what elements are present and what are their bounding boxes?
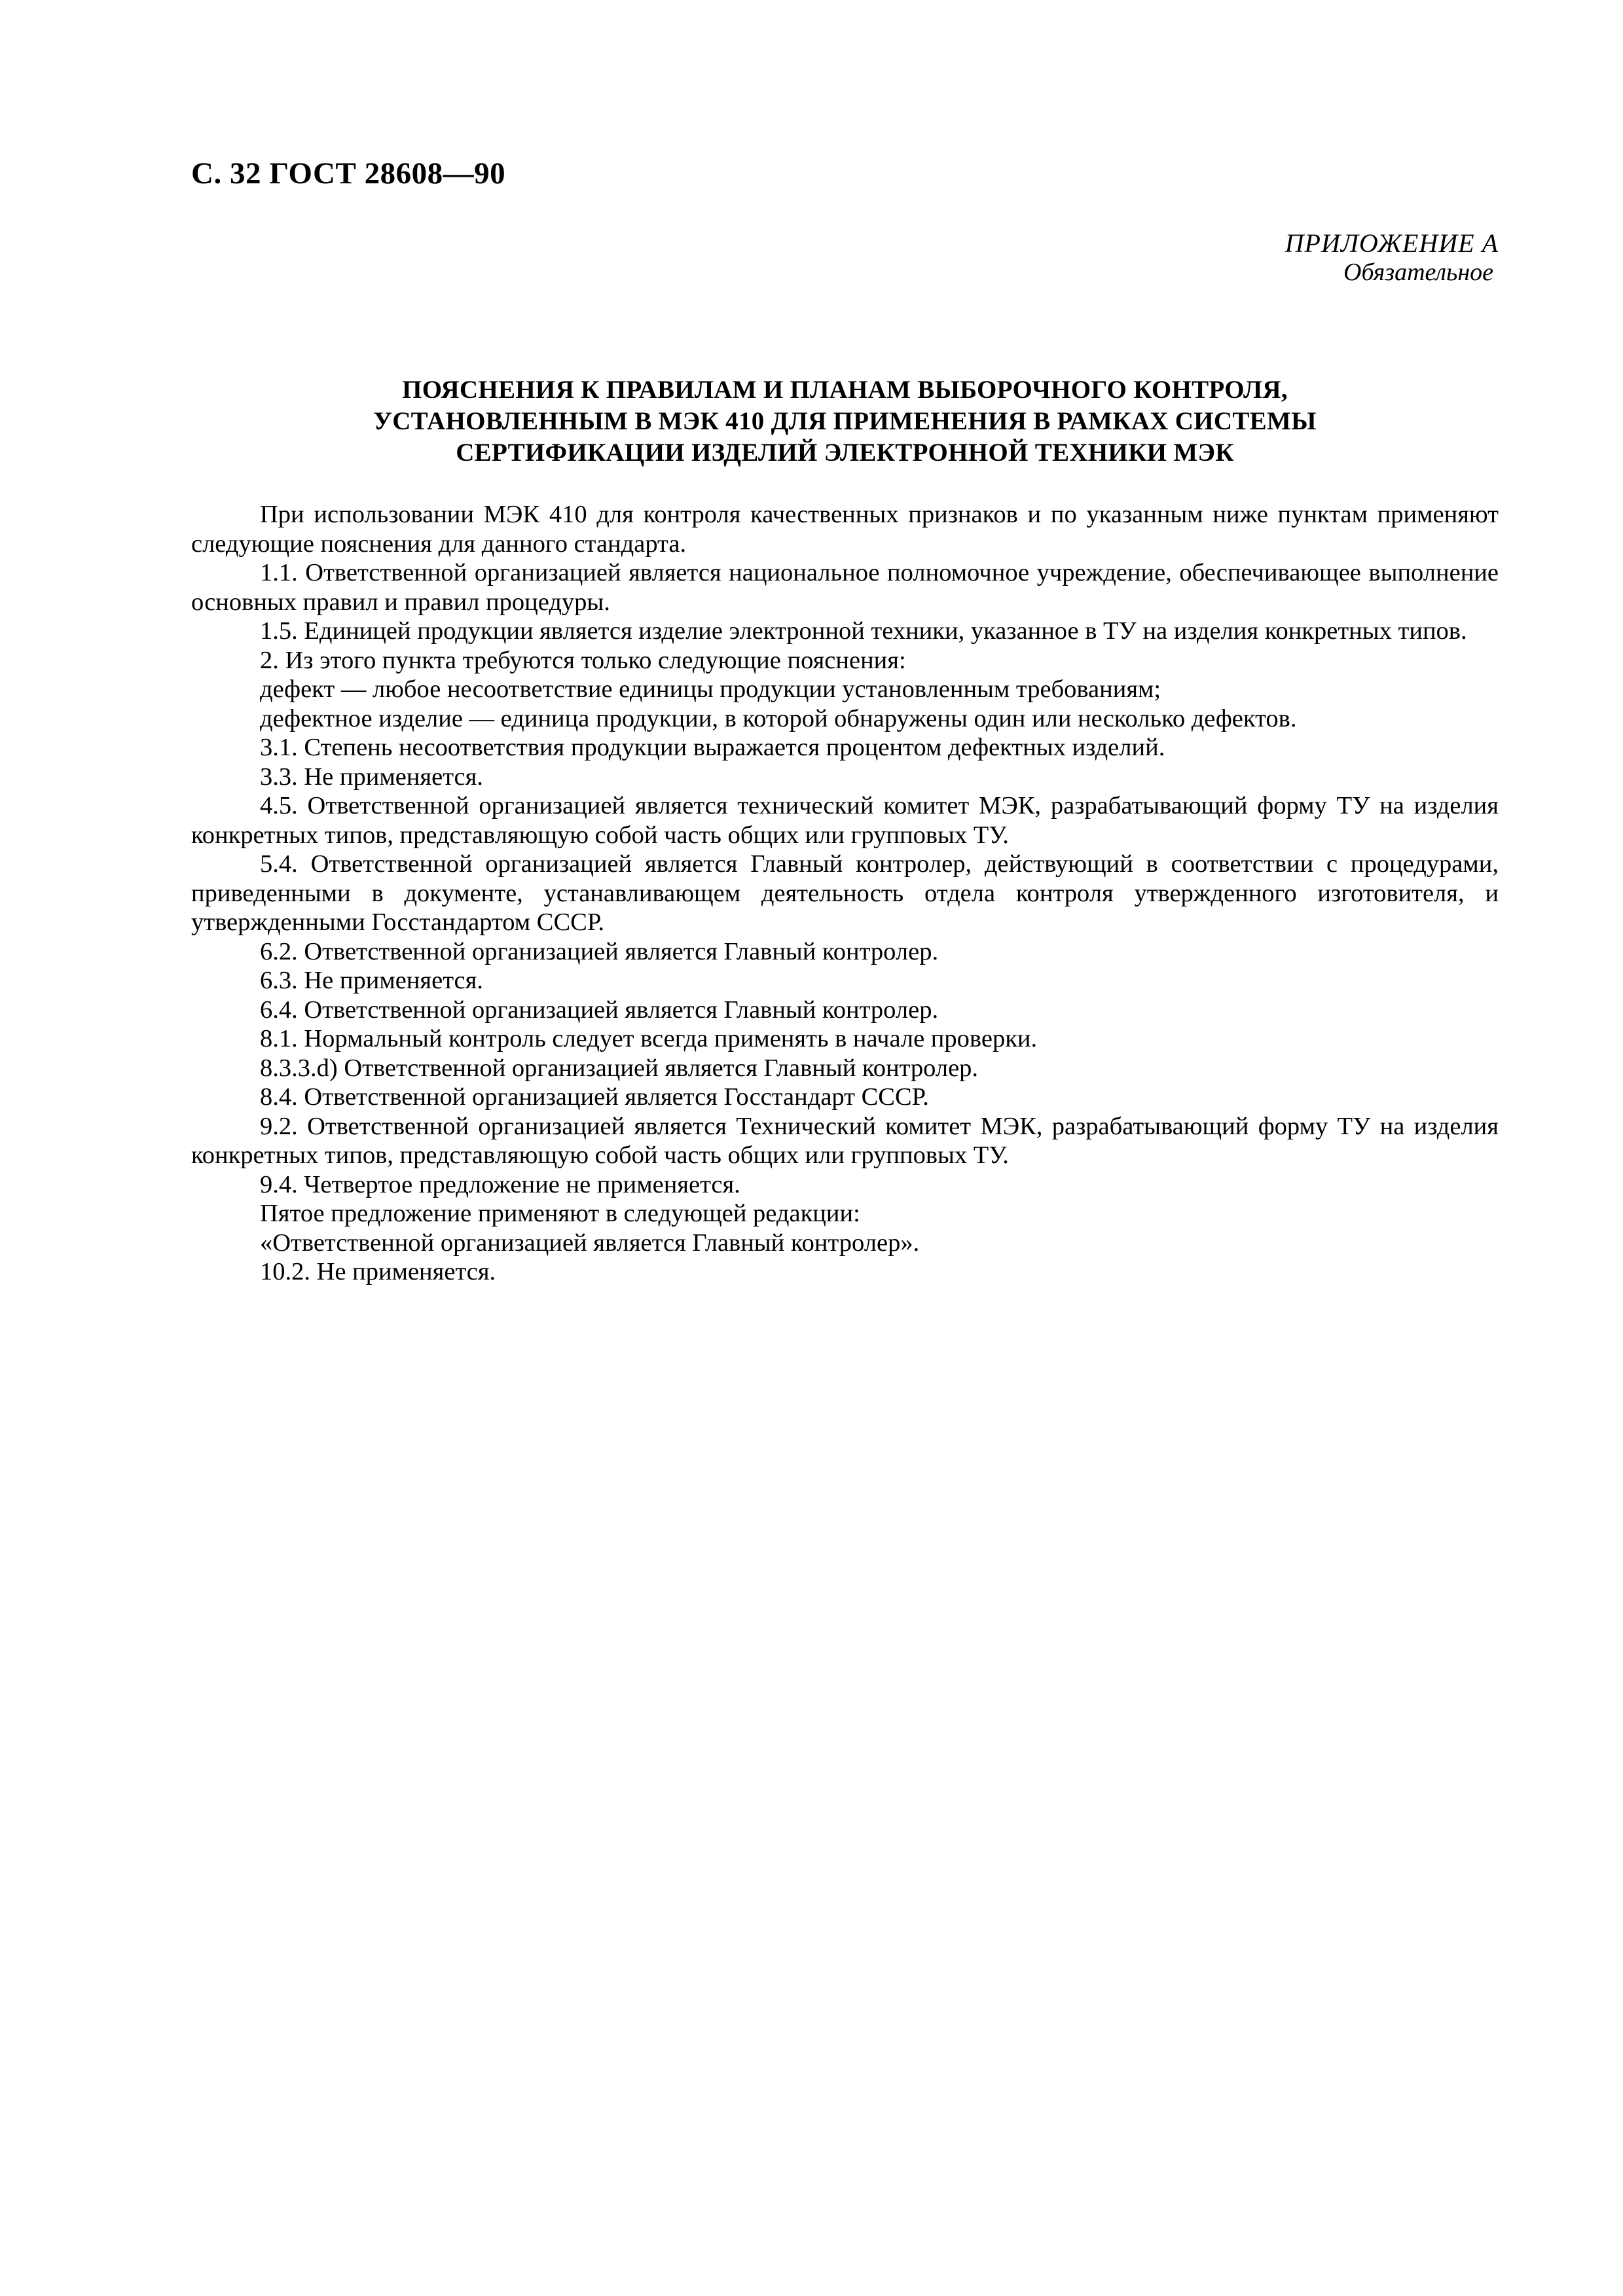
paragraph: При использовании МЭК 410 для контроля качественных признаков и по указанным ниже пунктам применяют следующие пояснения для данного стандарта. [191, 501, 1499, 558]
paragraph: 10.2. Не применяется. [260, 1258, 496, 1285]
paragraph: 3.1. Степень несоответствия продукции выражается процентом дефектных изделий. [260, 734, 1165, 761]
paragraph: 1.1. Ответственной организацией является национальное полномочное учреждение, обеспечивающее выполнение основных правил и правил процедуры. [191, 559, 1499, 616]
appendix-marker [1106, 229, 1499, 287]
paragraph: 9.2. Ответственной организацией является Технический комитет МЭК, разрабатывающий форму ТУ на изделия конкретных типов, представляющую собой часть общих или групповых ТУ. [191, 1112, 1499, 1169]
title-line: СЕРТИФИКАЦИИ ИЗДЕЛИЙ ЭЛЕКТРОННОЙ ТЕХНИКИ МЭК [456, 439, 1234, 467]
paragraph: дефектное изделие — единица продукции, в которой обнаружены один или несколько дефектов. [260, 704, 1297, 732]
paragraph: 6.3. Не применяется. [260, 967, 483, 994]
paragraph: 6.2. Ответственной организацией является Главный контролер. [260, 937, 939, 965]
paragraph: 3.3. Не применяется. [260, 762, 483, 791]
appendix-status: Обязательное [1343, 259, 1494, 286]
body-text [191, 500, 1499, 1287]
appendix-label: ПРИЛОЖЕНИЕ А [1285, 228, 1499, 258]
page-header: С. 32 ГОСТ 28608—90 [191, 156, 506, 190]
paragraph: «Ответственной организацией является Главный контролер». [260, 1229, 920, 1257]
paragraph: 2. Из этого пункта требуются только следующие пояснения: [260, 646, 906, 674]
title-line: УСТАНОВЛЕННЫМ В МЭК 410 ДЛЯ ПРИМЕНЕНИЯ В РАМКАХ СИСТЕМЫ [373, 407, 1317, 435]
paragraph: 9.4. Четвертое предложение не применяется. [260, 1170, 740, 1198]
paragraph: 6.4. Ответственной организацией является Главный контролер. [260, 996, 939, 1024]
title-line: ПОЯСНЕНИЯ К ПРАВИЛАМ И ПЛАНАМ ВЫБОРОЧНОГО КОНТРОЛЯ, [402, 376, 1288, 404]
paragraph: 4.5. Ответственной организацией является технический комитет МЭК, разрабатывающий форму ТУ на изделия конкретных типов, представляющую собой часть общих или групповых ТУ. [191, 792, 1499, 849]
paragraph: Пятое предложение применяют в следующей редакции: [260, 1200, 860, 1227]
paragraph: 8.3.3.d) Ответственной организацией является Главный контролер. [260, 1054, 979, 1082]
paragraph: 8.1. Нормальный контроль следует всегда применять в начале проверки. [260, 1025, 1038, 1052]
paragraph: 5.4. Ответственной организацией является Главный контролер, действующий в соответствии с процедурами, приведенными в документе, устанавливающем деятельность отдела контроля утвержденного изготовителя, и утвержденными Госстандартом СССР. [191, 850, 1499, 936]
paragraph: дефект — любое несоответствие единицы продукции установленным требованиям; [260, 675, 1161, 703]
document-title [191, 374, 1499, 469]
paragraph: 8.4. Ответственной организацией является Госстандарт СССР. [260, 1083, 929, 1111]
paragraph: 1.5. Единицей продукции является изделие электронной техники, указанное в ТУ на изделия конкретных типов. [260, 617, 1467, 645]
